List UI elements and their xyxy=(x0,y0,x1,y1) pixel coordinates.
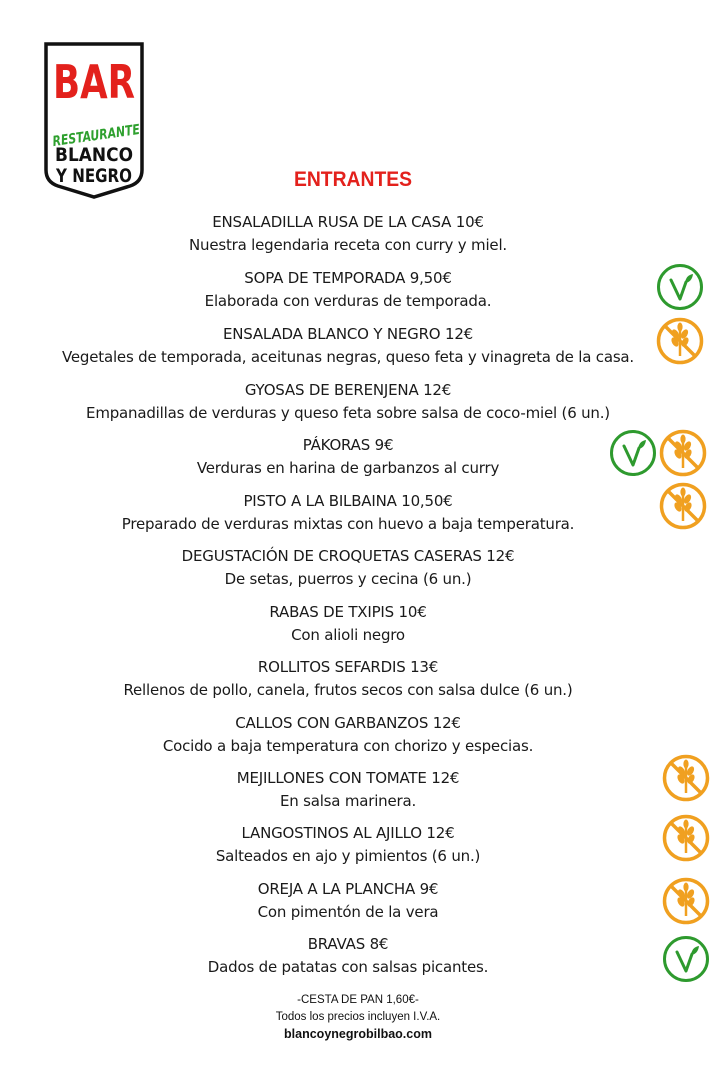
bread-price: -CESTA DE PAN 1,60€- xyxy=(297,994,419,1006)
gluten-free-icon xyxy=(661,813,711,863)
menu-item-description: En salsa marinera. xyxy=(279,792,417,810)
menu-item-name: PISTO A LA BILBAINA 10,50€ xyxy=(243,492,453,510)
gluten-free-icon xyxy=(661,753,711,803)
menu-item-description: Preparado de verduras mixtas con huevo a baja temperatura. xyxy=(121,515,575,533)
menu-item xyxy=(0,656,696,702)
logo-bar-text: BAR xyxy=(53,55,135,109)
gluten-free-icon xyxy=(658,481,708,531)
menu-item-description: Verduras en harina de garbanzos al curry xyxy=(196,459,500,477)
menu-item xyxy=(0,490,696,536)
menu-item-description: Empanadillas de verduras y queso feta sobre salsa de coco-miel (6 un.) xyxy=(86,404,610,422)
menu-footer xyxy=(0,992,716,1043)
menu-item xyxy=(0,545,696,591)
menu-item-name: ROLLITOS SEFARDIS 13€ xyxy=(257,658,439,676)
menu-item-name: ENSALADILLA RUSA DE LA CASA 10€ xyxy=(212,213,484,231)
menu-item xyxy=(0,712,696,758)
menu-item-description: Dados de patatas con salsas picantes. xyxy=(207,958,489,976)
menu-item-description: Con pimentón de la vera xyxy=(257,903,439,921)
menu-item-name: ENSALADA BLANCO Y NEGRO 12€ xyxy=(222,325,474,343)
menu-item xyxy=(0,267,696,313)
menu-item-name: LANGOSTINOS AL AJILLO 12€ xyxy=(241,824,455,842)
menu-item-name: CALLOS CON GARBANZOS 12€ xyxy=(235,714,461,732)
menu-item-description: Rellenos de pollo, canela, frutos secos con salsa dulce (6 un.) xyxy=(123,681,573,699)
menu-item-description: Salteados en ajo y pimientos (6 un.) xyxy=(215,847,481,865)
vegan-icon xyxy=(655,262,705,312)
menu-item-name: PÁKORAS 9€ xyxy=(302,436,394,454)
menu-item-name: BRAVAS 8€ xyxy=(307,935,389,953)
menu-item xyxy=(0,601,696,647)
website-text: blancoynegrobilbao.com xyxy=(284,1027,432,1041)
menu-item xyxy=(0,933,696,979)
menu-item-description: Con alioli negro xyxy=(291,626,405,644)
gluten-free-icon xyxy=(661,876,711,926)
menu-item-name: GYOSAS DE BERENJENA 12€ xyxy=(244,381,452,399)
menu-item xyxy=(0,379,696,425)
menu-item xyxy=(0,822,696,868)
gluten-free-icon xyxy=(658,428,708,478)
menu-item-name: DEGUSTACIÓN DE CROQUETAS CASERAS 12€ xyxy=(181,547,515,565)
menu-item-name: MEJILLONES CON TOMATE 12€ xyxy=(236,769,460,787)
logo-ynegro-text: Y NEGRO xyxy=(55,165,132,187)
gluten-free-icon xyxy=(655,316,705,366)
section-title: ENTRANTES xyxy=(293,168,413,191)
menu-item-description: De setas, puerros y cecina (6 un.) xyxy=(224,570,472,588)
menu-item-name: OREJA A LA PLANCHA 9€ xyxy=(257,880,439,898)
tax-note: Todos los precios incluyen I.V.A. xyxy=(275,1011,441,1023)
vegan-icon xyxy=(661,934,711,984)
menu-item xyxy=(0,434,696,480)
menu-item-name: SOPA DE TEMPORADA 9,50€ xyxy=(244,269,452,287)
vegan-icon xyxy=(608,428,658,478)
menu-item-description: Elaborada con verduras de temporada. xyxy=(204,292,492,310)
menu-item-name: RABAS DE TXIPIS 10€ xyxy=(269,603,427,621)
menu-item xyxy=(0,767,696,813)
menu-item-description: Vegetales de temporada, aceitunas negras, queso feta y vinagreta de la casa. xyxy=(62,348,634,366)
menu-item xyxy=(0,878,696,924)
menu-item-description: Nuestra legendaria receta con curry y miel. xyxy=(189,236,507,254)
logo-blanco-text: BLANCO xyxy=(55,144,133,166)
logo-restaurante-text: RESTAURANTE xyxy=(51,118,166,151)
menu-item xyxy=(0,323,696,369)
menu-item xyxy=(0,211,696,257)
menu-item-description: Cocido a baja temperatura con chorizo y especias. xyxy=(162,737,534,755)
